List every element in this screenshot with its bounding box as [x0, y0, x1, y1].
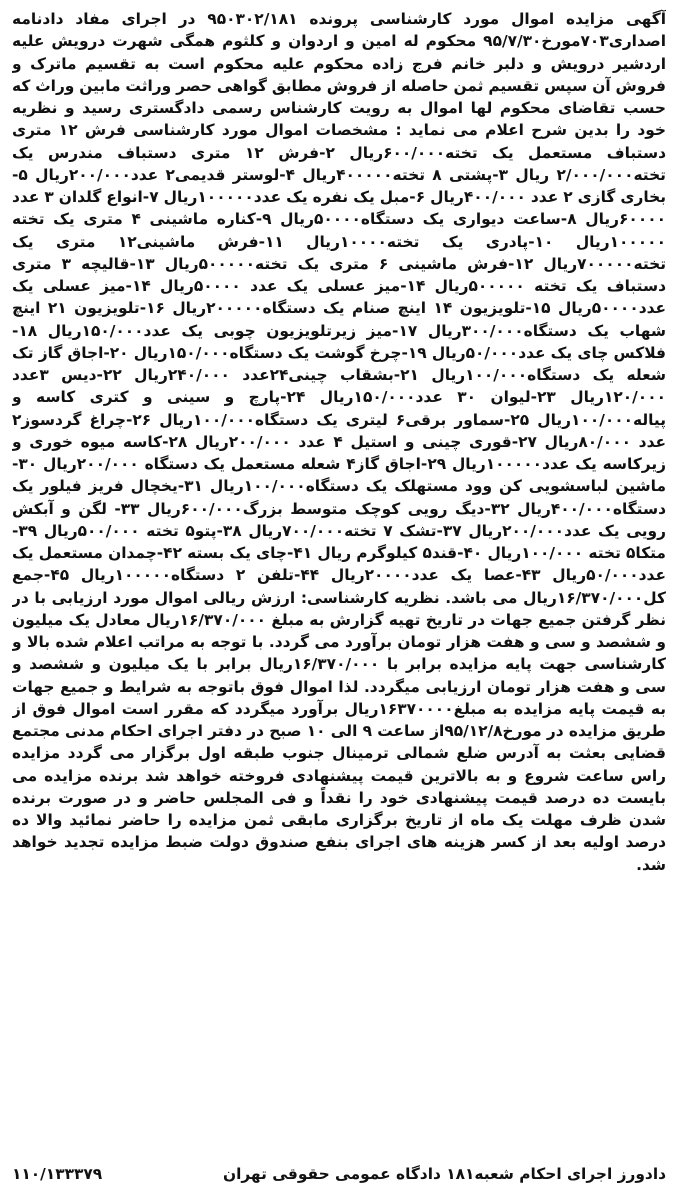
notice-body: آگهی مزایده اموال مورد کارشناسی پرونده ۹۵۰۳۰۲/۱۸۱ در اجرای مفاد دادنامه اصداری۷۰۳مورخ۹۵/۷/۳۰ محکوم له امین و اردوان و کلثوم همگی شهرت درویش علیه اردشیر درویش و دلبر خانم فرج زاده محکوم علیه محکوم است به تقسیم ماترک و فروش آن سپس تقسیم ثمن حاصله از فروش مطابق گواهی حصر وراثت مابین وراث که حسب تقاضای محکوم لها اموال به رویت کارشناس رسمی دادگستری رسید و نظریه خود را بدین شرح اعلام می نماید : مشخصات اموال مورد کارشناسی فرش ۱۲ متری دستباف مستعمل یک تخته۶۰۰/۰۰۰ریال ۲-فرش ۱۲ متری دستباف مندرس یک تخته۲/۰۰۰/۰۰۰ ریال ۳-پشتی ۸ تخته۴۰۰۰۰۰ریال ۴-لوستر قدیمی۲ عدد۲۰۰/۰۰۰ریال ۵-بخاری گازی ۲ عدد ۴۰۰/۰۰۰ریال ۶-مبل یک نفره یک عدد۱۰۰۰۰۰ریال ۷-انواع گلدان ۳ عدد ۶۰۰۰۰ریال ۸-ساعت دیواری یک دستگاه۵۰۰۰۰ریال ۹-کناره ماشینی ۴ متری یک تخته ۱۰۰۰۰۰ریال ۱۰-پادری یک تخته۱۰۰۰۰ریال ۱۱-فرش ماشینی۱۲ متری یک تخته۷۰۰۰۰۰ریال ۱۲-فرش ماشینی ۶ متری یک تخته۵۰۰۰۰۰ریال ۱۳-قالیچه ۳ متری دستباف یک تخته ۵۰۰۰۰۰ریال ۱۴-میز عسلی یک عدد ۵۰۰۰۰ریال ۱۴-میز عسلی یک عدد۵۰۰۰۰ریال ۱۵-تلویزیون ۱۴ اینچ صنام یک دستگاه۲۰۰۰۰۰ریال ۱۶-تلویزیون ۲۱ اینچ شهاب یک دستگاه۳۰۰/۰۰۰ریال ۱۷-میز زیرتلویزیون چوبی یک عدد۱۵۰/۰۰۰ریال ۱۸-فلاکس چای یک عدد۵۰/۰۰۰ریال ۱۹-چرخ گوشت یک دستگاه۱۵۰/۰۰۰ریال ۲۰-اجاق گاز تک شعله یک دستگاه۱۰۰/۰۰۰ریال ۲۱-بشقاب چینی۲۴عدد ۲۴۰/۰۰۰ریال ۲۲-دیس ۳عدد ۱۲۰/۰۰۰ریال ۲۳-لیوان ۳۰ عدد۱۵۰/۰۰۰ریال ۲۴-پارچ و سینی و کتری کاسه و پیاله۱۰۰/۰۰۰ریال ۲۵-سماور برقی۶ لیتری یک دستگاه۱۰۰/۰۰۰ریال ۲۶-چراغ گردسوز۲ عدد ۸۰/۰۰۰ریال ۲۷-قوری چینی و استیل ۴ عدد ۲۰۰/۰۰۰ریال ۲۸-کاسه میوه خوری و زیرکاسه یک عدد۱۰۰۰۰۰ریال ۲۹-اجاق گاز۴ شعله مستعمل یک دستگاه ۲۰۰/۰۰۰ریال ۳۰-ماشین لباسشویی کن وود مستهلک یک دستگاه۱۰۰/۰۰۰ریال ۳۱-یخچال فریز فیلور یک دستگاه۴۰۰/۰۰۰ریال ۳۲-دیگ رویی کوچک متوسط بزرگ۶۰۰/۰۰۰ریال ۳۳- لگن و آبکش رویی یک عدد۲۰۰/۰۰۰ریال ۳۷-تشک ۷ تخته۷۰۰/۰۰۰ریال ۳۸-پتو۵ تخته ۵۰۰/۰۰۰ریال ۳۹-متکا۵ تخته ۱۰۰/۰۰۰ریال ۴۰-قند۵ کیلوگرم ریال ۴۱-چای یک بسته ۴۲-چمدان مستعمل یک عدد۵۰/۰۰۰ریال ۴۳-عصا یک عدد۲۰۰۰۰ریال ۴۴-تلفن ۲ دستگاه۱۰۰۰۰۰ریال ۴۵-جمع کل۱۶/۳۷۰/۰۰۰ریال می باشد. نظریه کارشناسی: ارزش ریالی اموال مورد ارزیابی با در نظر گرفتن جمیع جهات در تاریخ تهیه گزارش به مبلغ ۱۶/۳۷۰/۰۰۰ریال معادل یک میلیون و ششصد و سی و هفت هزار تومان برآورد می گردد. با توجه به مراتب اعلام شده بالا و کارشناسی جهت پایه مزایده برابر با ۱۶/۳۷۰/۰۰۰ریال برابر با یک میلیون و ششصد و سی و هفت هزار تومان ارزیابی میگردد. لذا اموال فوق باتوجه به شرایط و جمیع جهات به قیمت پایه مزایده به مبلغ۱۶۳۷۰۰۰۰ریال برآورد میگردد که مقرر است اموال فوق از طریق مزایده در مورخ۹۵/۱۲/۸از ساعت ۹ الی ۱۰ صبح در دفتر اجرای احکام مدنی مجتمع قضایی بعثت به آدرس ضلع شمالی ترمینال جنوب طبقه اول برگزار می گردد مزایده راس ساعت شروع و به بالاترین قیمت پیشنهادی فروخته خواهد شد برنده مزایده می بایست ده درصد قیمت پیشنهادی خود را نقداً و فی المجلس حاضر و در صورت برنده شدن ظرف مهلت یک ماه از تاریخ برگزاری مابقی ثمن مزایده را حاضر نمائید والا ده درصد اولیه بعد از کسر هزینه های اجرای بنفع صندوق دولت ضبط مزایده تجدید خواهد شد.	[12, 10, 666, 874]
notice-footer	[12, 1160, 666, 1186]
notice-number: ۱۱۰/۱۳۳۳۷۹	[12, 1165, 103, 1183]
notice-signature: دادورز اجرای احکام شعبه۱۸۱ دادگاه عمومی حقوقی تهران	[222, 1165, 666, 1183]
